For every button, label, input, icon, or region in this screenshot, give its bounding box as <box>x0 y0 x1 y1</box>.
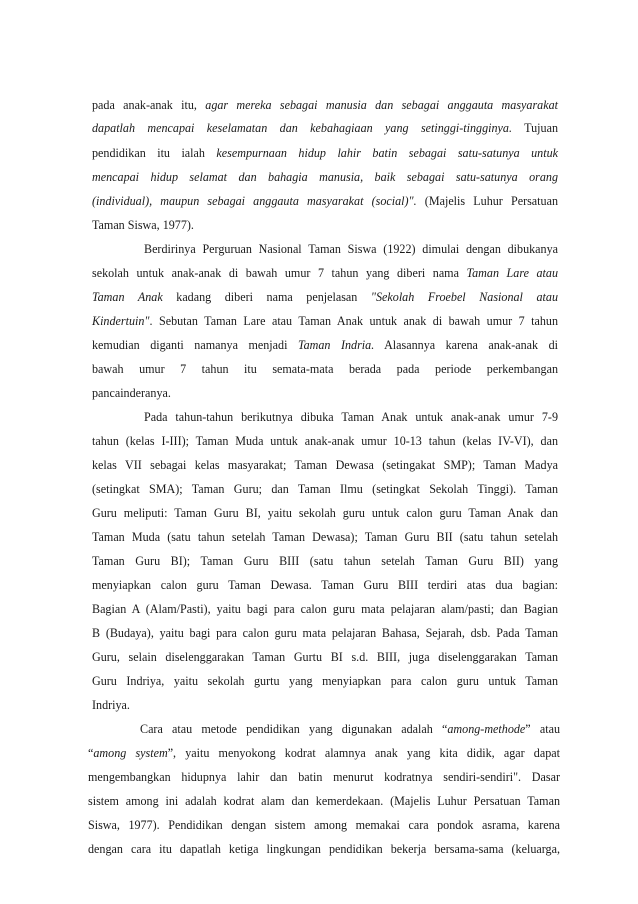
text-line <box>92 170 558 184</box>
italic-run: kesempurnaan hidup lahir batin sebagai satu-satunya untuk <box>216 146 558 160</box>
italic-run: agar mereka sebagai manusia dan sebagai anggauta masyarakat <box>205 98 558 112</box>
text-run: sistem among ini adalah kodrat alam dan kemerdekaan. (Majelis Luhur Persatuan Taman <box>88 794 560 808</box>
text-run: (setingkat SMA); Taman Guru; dan Taman Ilmu (setingkat Sekolah Tinggi). Taman <box>92 482 558 496</box>
text-line <box>92 506 558 520</box>
text-run: pancainderanya. <box>92 386 171 400</box>
text-run: “ <box>88 746 94 760</box>
text-run: kemudian diganti namanya menjadi <box>92 338 298 352</box>
text-line <box>92 266 558 280</box>
text-line <box>92 98 558 112</box>
text-line <box>92 218 558 232</box>
text-run: Guru, selain diselenggarakan Taman Gurtu BI s.d. BIII, juga diselenggarakan Taman <box>92 650 558 664</box>
text-line <box>88 722 560 736</box>
text-run: mengembangkan hidupnya lahir dan batin menurut kodratnya sendiri-sendiri". Dasar <box>88 770 560 784</box>
text-line <box>88 818 560 832</box>
italic-run: (individual), maupun sebagai anggauta masyarakat (social)". <box>92 194 417 208</box>
italic-run: Taman Anak <box>92 290 163 304</box>
text-run: sekolah untuk anak-anak di bawah umur 7 tahun yang diberi nama <box>92 266 467 280</box>
text-run: tahun (kelas I-III); Taman Muda untuk anak-anak umur 10-13 tahun (kelas IV-VI), dan <box>92 434 558 448</box>
text-line <box>92 242 558 256</box>
text-run: Taman Guru BI); Taman Guru BIII (satu tahun setelah Taman Guru BII) yang <box>92 554 558 568</box>
italic-run: "Sekolah Froebel Nasional atau <box>370 290 558 304</box>
text-run: Bagian A (Alam/Pasti), yaitu bagi para calon guru mata pelajaran alam/pasti; dan Bagian <box>92 602 558 616</box>
text-run: Cara atau metode pendidikan yang digunakan adalah “ <box>140 722 448 736</box>
text-run: Siswa, 1977). Pendidikan dengan sistem among memakai cara pondok asrama, karena <box>88 818 560 832</box>
text-line <box>88 794 560 808</box>
text-run: Guru meliputi: Taman Guru BI, yaitu sekolah guru untuk calon guru Taman Anak dan <box>92 506 558 520</box>
text-line <box>92 338 558 352</box>
text-line <box>92 602 558 616</box>
text-line <box>92 554 558 568</box>
italic-run: Taman Lare atau <box>466 266 558 280</box>
text-line <box>92 626 558 640</box>
text-line <box>92 362 558 376</box>
text-line <box>88 770 560 784</box>
italic-run: Kindertuin" <box>92 314 150 328</box>
text-line <box>92 314 558 328</box>
text-line <box>92 530 558 544</box>
text-run: Berdirinya Perguruan Nasional Taman Siswa (1922) dimulai dengan dibukanya <box>144 242 558 256</box>
text-run: Tujuan <box>511 121 558 135</box>
text-run: B (Budaya), yaitu bagi para calon guru mata pelajaran Bahasa, Sejarah, dsb. Pada Taman <box>92 626 558 640</box>
italic-run: mencapai hidup selamat dan bahagia manusia, baik sebagai satu-satunya orang <box>92 170 558 184</box>
italic-run: among-methode <box>447 722 526 736</box>
text-run: . Sebutan Taman Lare atau Taman Anak untuk anak di bawah umur 7 tahun <box>149 314 558 328</box>
text-line <box>92 121 558 135</box>
text-line <box>92 410 558 424</box>
text-line <box>88 746 560 760</box>
text-line <box>92 290 558 304</box>
text-line <box>88 842 560 856</box>
text-run: ” atau <box>525 722 560 736</box>
text-run: Indriya. <box>92 698 130 712</box>
text-run: kadang diberi nama penjelasan <box>162 290 371 304</box>
text-run: Alasannya karena anak-anak di <box>374 338 558 352</box>
text-line <box>92 386 558 400</box>
text-run: (Majelis Luhur Persatuan <box>416 194 558 208</box>
text-line <box>92 458 558 472</box>
text-run: Taman Muda (satu tahun setelah Taman Dewasa); Taman Guru BII (satu tahun setelah <box>92 530 558 544</box>
text-line <box>92 698 558 712</box>
text-run: menyiapkan calon guru Taman Dewasa. Taman Guru BIII terdiri atas dua bagian: <box>92 578 558 592</box>
text-run: pada anak-anak itu, <box>92 98 206 112</box>
italic-run: among system <box>93 746 168 760</box>
text-line <box>92 194 558 208</box>
text-line <box>92 434 558 448</box>
text-line <box>92 578 558 592</box>
text-run: kelas VII sebagai kelas masyarakat; Taman Dewasa (setingakat SMP); Taman Madya <box>92 458 558 472</box>
text-run: Taman Siswa, 1977). <box>92 218 194 232</box>
text-line <box>92 482 558 496</box>
text-run: dengan cara itu dapatlah ketiga lingkungan pendidikan bekerja bersama-sama (keluarga, <box>88 842 560 856</box>
text-run: bawah umur 7 tahun itu semata-mata berada pada periode perkembangan <box>92 362 558 376</box>
text-run: Pada tahun-tahun berikutnya dibuka Taman Anak untuk anak-anak umur 7-9 <box>144 410 558 424</box>
text-run: Guru Indriya, yaitu sekolah gurtu yang menyiapkan para calon guru untuk Taman <box>92 674 558 688</box>
text-run: pendidikan itu ialah <box>92 146 217 160</box>
text-run: ”, yaitu menyokong kodrat alamnya anak yang kita didik, agar dapat <box>167 746 560 760</box>
text-line <box>92 146 558 160</box>
italic-run: Taman Indria. <box>297 338 375 352</box>
italic-run: dapatlah mencapai keselamatan dan kebahagiaan yang setinggi-tingginya. <box>92 121 512 135</box>
text-line <box>92 650 558 664</box>
text-line <box>92 674 558 688</box>
